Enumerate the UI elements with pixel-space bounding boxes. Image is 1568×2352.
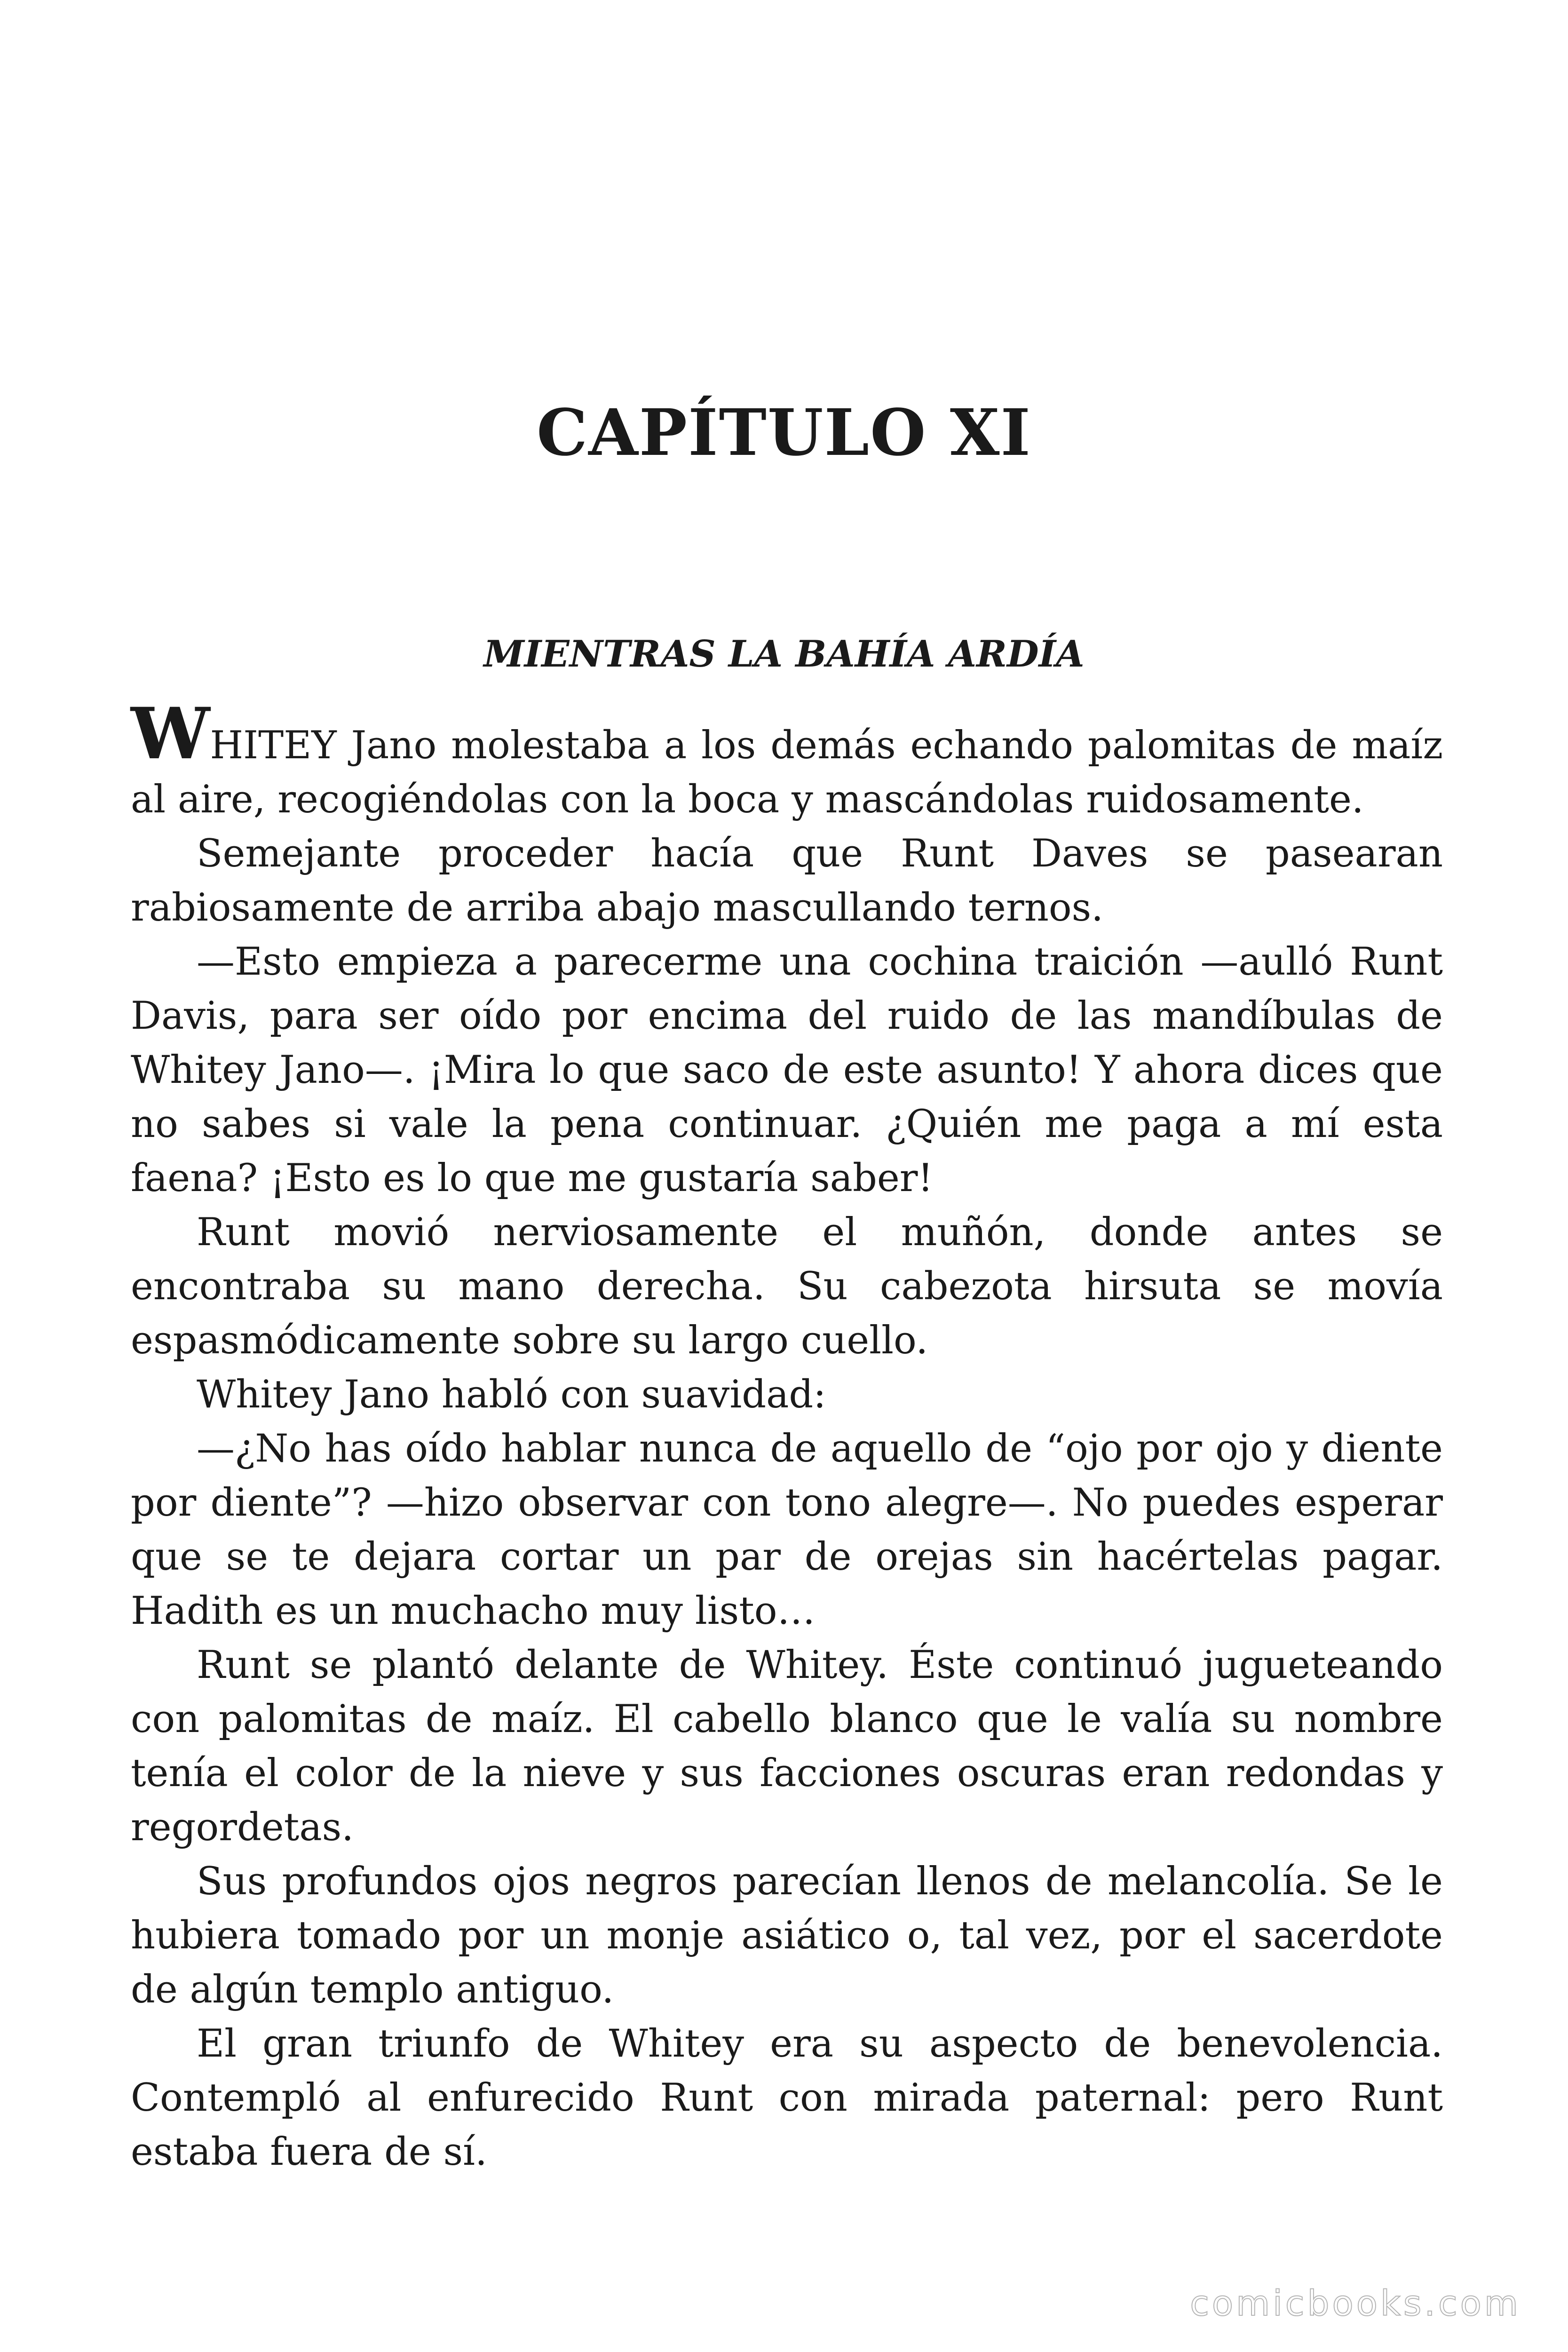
paragraph-8: Sus profundos ojos negros parecían llenos de melancolía. Se le hubiera tomado por un monje asiático o, tal vez, por el sacerdote de algún templo antiguo. [131, 1859, 1443, 2012]
chapter-subtitle: MIENTRAS LA BAHÍA ARDÍA [483, 633, 1085, 675]
paragraph-9: El gran triunfo de Whitey era su aspecto de benevolencia. Contempló al enfurecido Runt con mirada paternal: pero Runt estaba fuera de sí. [131, 2022, 1443, 2174]
paragraph-1 [131, 692, 1443, 827]
paragraph-3: —Esto empieza a parecerme una cochina traición —aulló Runt Davis, para ser oído por encima del ruido de las mandíbulas de Whitey Jano—. ¡Mira lo que saco de este asunto! Y ahora dices que no sabes si vale la pena continuar. ¿Quién me paga a mí esta faena? ¡Esto es lo que me gustaría saber! [131, 940, 1443, 1200]
drop-cap: W [131, 692, 210, 775]
watermark: comicbooks.com [1190, 2283, 1521, 2324]
small-caps-lead: HITEY [210, 723, 337, 768]
body-text [131, 692, 1443, 2179]
paragraph-6: —¿No has oído hablar nunca de aquello de “ojo por ojo y diente por diente”? —hizo observar con tono alegre—. No puedes esperar que se te dejara cortar un par de orejas sin hacértelas pagar. Hadith es un muchacho muy listo… [131, 1427, 1443, 1633]
chapter-title: CAPÍTULO XI [536, 395, 1032, 470]
paragraph-4: Runt movió nerviosamente el muñón, donde antes se encontraba su mano derecha. Su cabezota hirsuta se movía espasmódicamente sobre su largo cuello. [131, 1210, 1443, 1363]
paragraph-1-text: Jano molestaba a los demás echando palomitas de maíz al aire, recogiéndolas con la boca y mascándolas ruidosamente. [131, 723, 1443, 822]
paragraph-5: Whitey Jano habló con suavidad: [197, 1373, 826, 1417]
paragraph-2: Semejante proceder hacía que Runt Daves se pasearan rabiosamente de arriba abajo mascullando ternos. [131, 832, 1443, 930]
paragraph-7: Runt se plantó delante de Whitey. Éste continuó jugueteando con palomitas de maíz. El cabello blanco que le valía su nombre tenía el color de la nieve y sus facciones oscuras eran redondas y regordetas. [131, 1643, 1443, 1850]
